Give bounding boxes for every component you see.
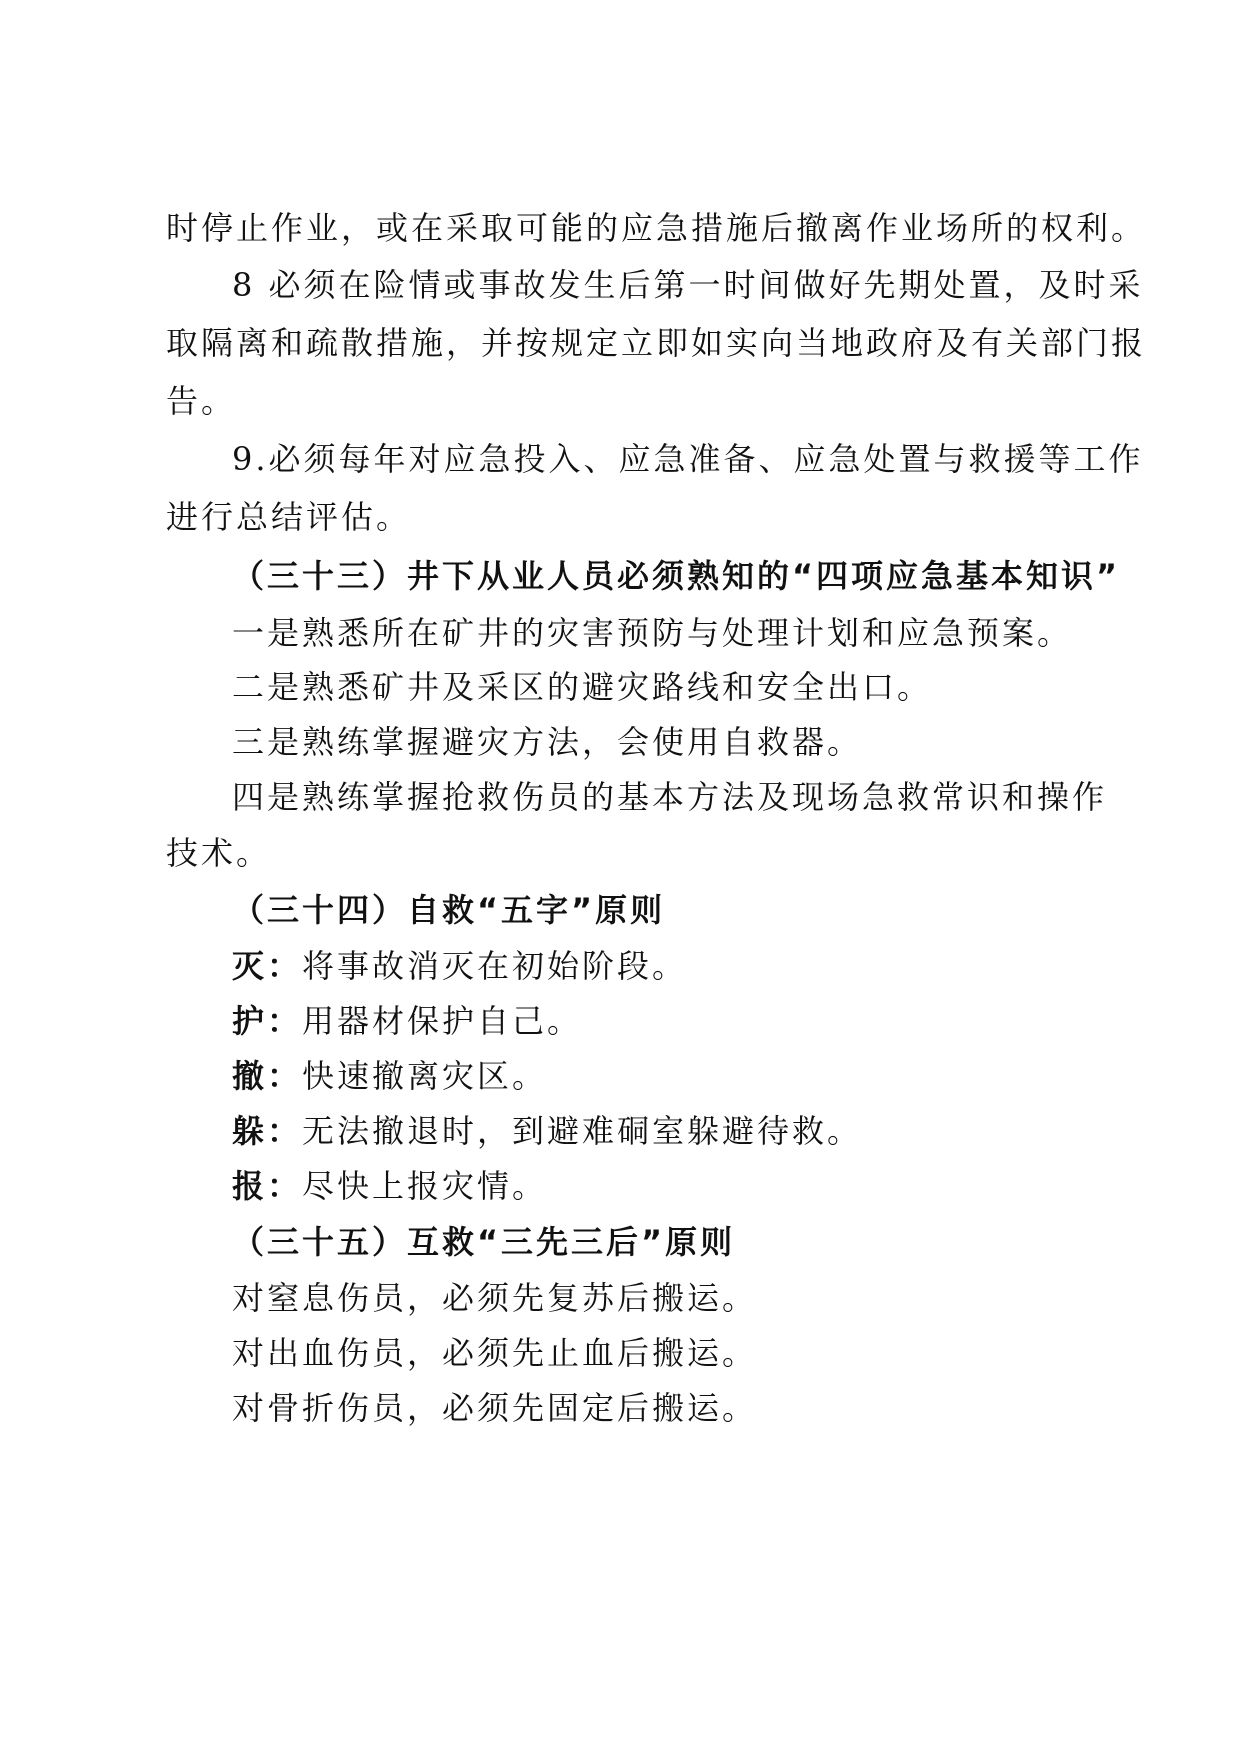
principle-item: [232, 1111, 1092, 1151]
list-item-continuation: 技术。: [166, 834, 272, 872]
principle-item: [232, 1056, 1092, 1096]
principle-item: [232, 946, 1092, 986]
principle-text: 用器材保护自己。: [302, 1002, 583, 1040]
principle-text: 尽快上报灾情。: [302, 1167, 548, 1205]
list-item: 一是熟悉所在矿井的灾害预防与处理计划和应急预案。: [232, 614, 1073, 652]
list-item: 对骨折伤员，必须先固定后搬运。: [232, 1389, 758, 1427]
principle-term: 报：: [232, 1167, 303, 1205]
paragraph-line: 告。: [166, 382, 237, 420]
principle-term: 灭：: [232, 947, 303, 985]
principle-text: 将事故消灭在初始阶段。: [302, 947, 688, 985]
principle-text: 无法撤退时，到避难硐室躲避待救。: [302, 1112, 863, 1150]
list-item: 对窒息伤员，必须先复苏后搬运。: [232, 1279, 758, 1317]
paragraph-line: 取隔离和疏散措施，并按规定立即如实向当地政府及有关部门报: [166, 324, 1147, 362]
section-heading: （三十五）互救“三先三后”原则: [232, 1223, 736, 1261]
list-item: 四是熟练掌握抢救伤员的基本方法及现场急救常识和操作: [232, 778, 1108, 816]
principle-text: 快速撤离灾区。: [302, 1057, 548, 1095]
section-heading: （三十三）井下从业人员必须熟知的“四项应急基本知识”: [232, 557, 1121, 595]
principle-item: [232, 1166, 1092, 1206]
principle-item: [232, 1001, 1092, 1041]
paragraph-line: 8 必须在险情或事故发生后第一时间做好先期处置，及时采: [232, 266, 1144, 304]
list-item: 三是熟练掌握避灾方法，会使用自救器。: [232, 723, 863, 761]
section-heading: （三十四）自救“五字”原则: [232, 891, 666, 929]
list-item: 二是熟悉矿井及采区的避灾路线和安全出口。: [232, 668, 933, 706]
principle-term: 撤：: [232, 1057, 303, 1095]
paragraph-line: 9.必须每年对应急投入、应急准备、应急处置与救援等工作: [232, 440, 1144, 478]
principle-term: 躲：: [232, 1112, 303, 1150]
principle-term: 护：: [232, 1002, 303, 1040]
paragraph-line: 时停止作业，或在采取可能的应急措施后撤离作业场所的权利。: [166, 209, 1147, 247]
paragraph-line: 进行总结评估。: [166, 498, 412, 536]
list-item: 对出血伤员，必须先止血后搬运。: [232, 1334, 758, 1372]
